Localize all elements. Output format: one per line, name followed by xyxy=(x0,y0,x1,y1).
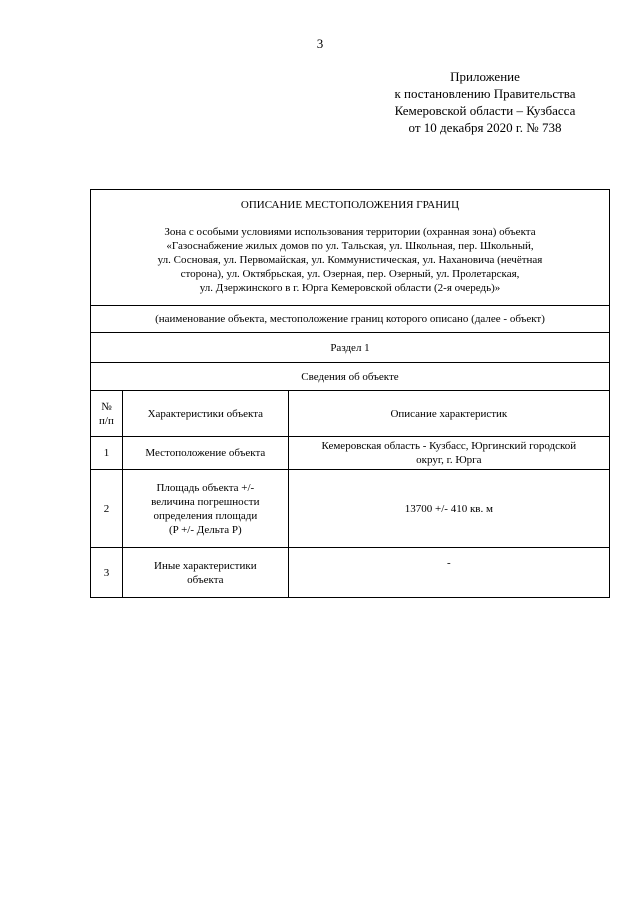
column-header-number-line: п/п xyxy=(99,414,114,427)
appendix-resolution: к постановлению Правительства xyxy=(394,86,576,101)
page-number: 3 xyxy=(316,36,324,51)
row-characteristic xyxy=(122,470,288,548)
table-row xyxy=(91,470,610,548)
row-characteristic-line: Местоположение объекта xyxy=(145,447,266,459)
zone-description-line: «Газоснабжение жилых домов по ул. Тальская, ул. Школьная, пер. Школьный, xyxy=(166,240,534,252)
column-header-description: Описание характеристик xyxy=(288,391,609,437)
row-characteristic-line: определения площади xyxy=(153,509,258,522)
row-characteristic xyxy=(122,437,288,470)
column-header-characteristics: Характеристики объекта xyxy=(122,391,288,437)
column-header-number-line: № xyxy=(101,400,112,413)
row-characteristic-line: Площадь объекта +/- xyxy=(156,481,255,494)
row-number: 3 xyxy=(91,548,123,598)
row-description xyxy=(288,548,609,598)
table-row xyxy=(91,548,610,598)
row-description-line: - xyxy=(447,557,451,569)
column-header-number xyxy=(91,391,123,437)
row-description-line: 13700 +/- 410 кв. м xyxy=(404,502,493,515)
row-characteristic-line: Иные характеристики xyxy=(154,559,257,572)
zone-description-line: сторона), ул. Октябрьская, ул. Озерная, пер. Озерный, ул. Пролетарская, xyxy=(180,268,520,280)
row-number: 1 xyxy=(91,437,123,470)
table-row xyxy=(91,437,610,470)
appendix-date: от 10 декабря 2020 г. № 738 xyxy=(408,120,562,135)
appendix-title: Приложение xyxy=(450,69,520,84)
table-header-row xyxy=(91,391,610,437)
table-heading: ОПИСАНИЕ МЕСТОПОЛОЖЕНИЯ ГРАНИЦ xyxy=(240,199,460,211)
title-block xyxy=(91,190,610,306)
row-characteristic-line: величина погрешности xyxy=(151,495,260,508)
appendix-region: Кемеровской области – Кузбасса xyxy=(394,103,576,118)
row-description-line: округ, г. Юрга xyxy=(416,454,482,466)
info-title: Сведения об объекте xyxy=(91,363,610,391)
boundary-description-table xyxy=(90,189,610,598)
row-characteristic-line: (P +/- Дельта P) xyxy=(168,523,242,536)
appendix-block xyxy=(370,68,600,136)
row-number: 2 xyxy=(91,470,123,548)
row-description xyxy=(288,437,609,470)
zone-description-line: Зона с особыми условиями использования территории (охранная зона) объекта xyxy=(164,226,536,238)
row-description-line: Кемеровская область - Кузбасс, Юргинский городской xyxy=(321,440,577,452)
zone-description-line: ул. Дзержинского в г. Юрга Кемеровской области (2-я очередь)» xyxy=(199,282,501,294)
row-characteristic xyxy=(122,548,288,598)
object-name-note: (наименование объекта, местоположение границ которого описано (далее - объект) xyxy=(91,306,610,333)
row-description xyxy=(288,470,609,548)
zone-description-line: ул. Сосновая, ул. Первомайская, ул. Коммунистическая, ул. Нахановича (нечётная xyxy=(157,254,543,266)
row-characteristic-line: объекта xyxy=(187,573,224,586)
section-title: Раздел 1 xyxy=(91,333,610,363)
